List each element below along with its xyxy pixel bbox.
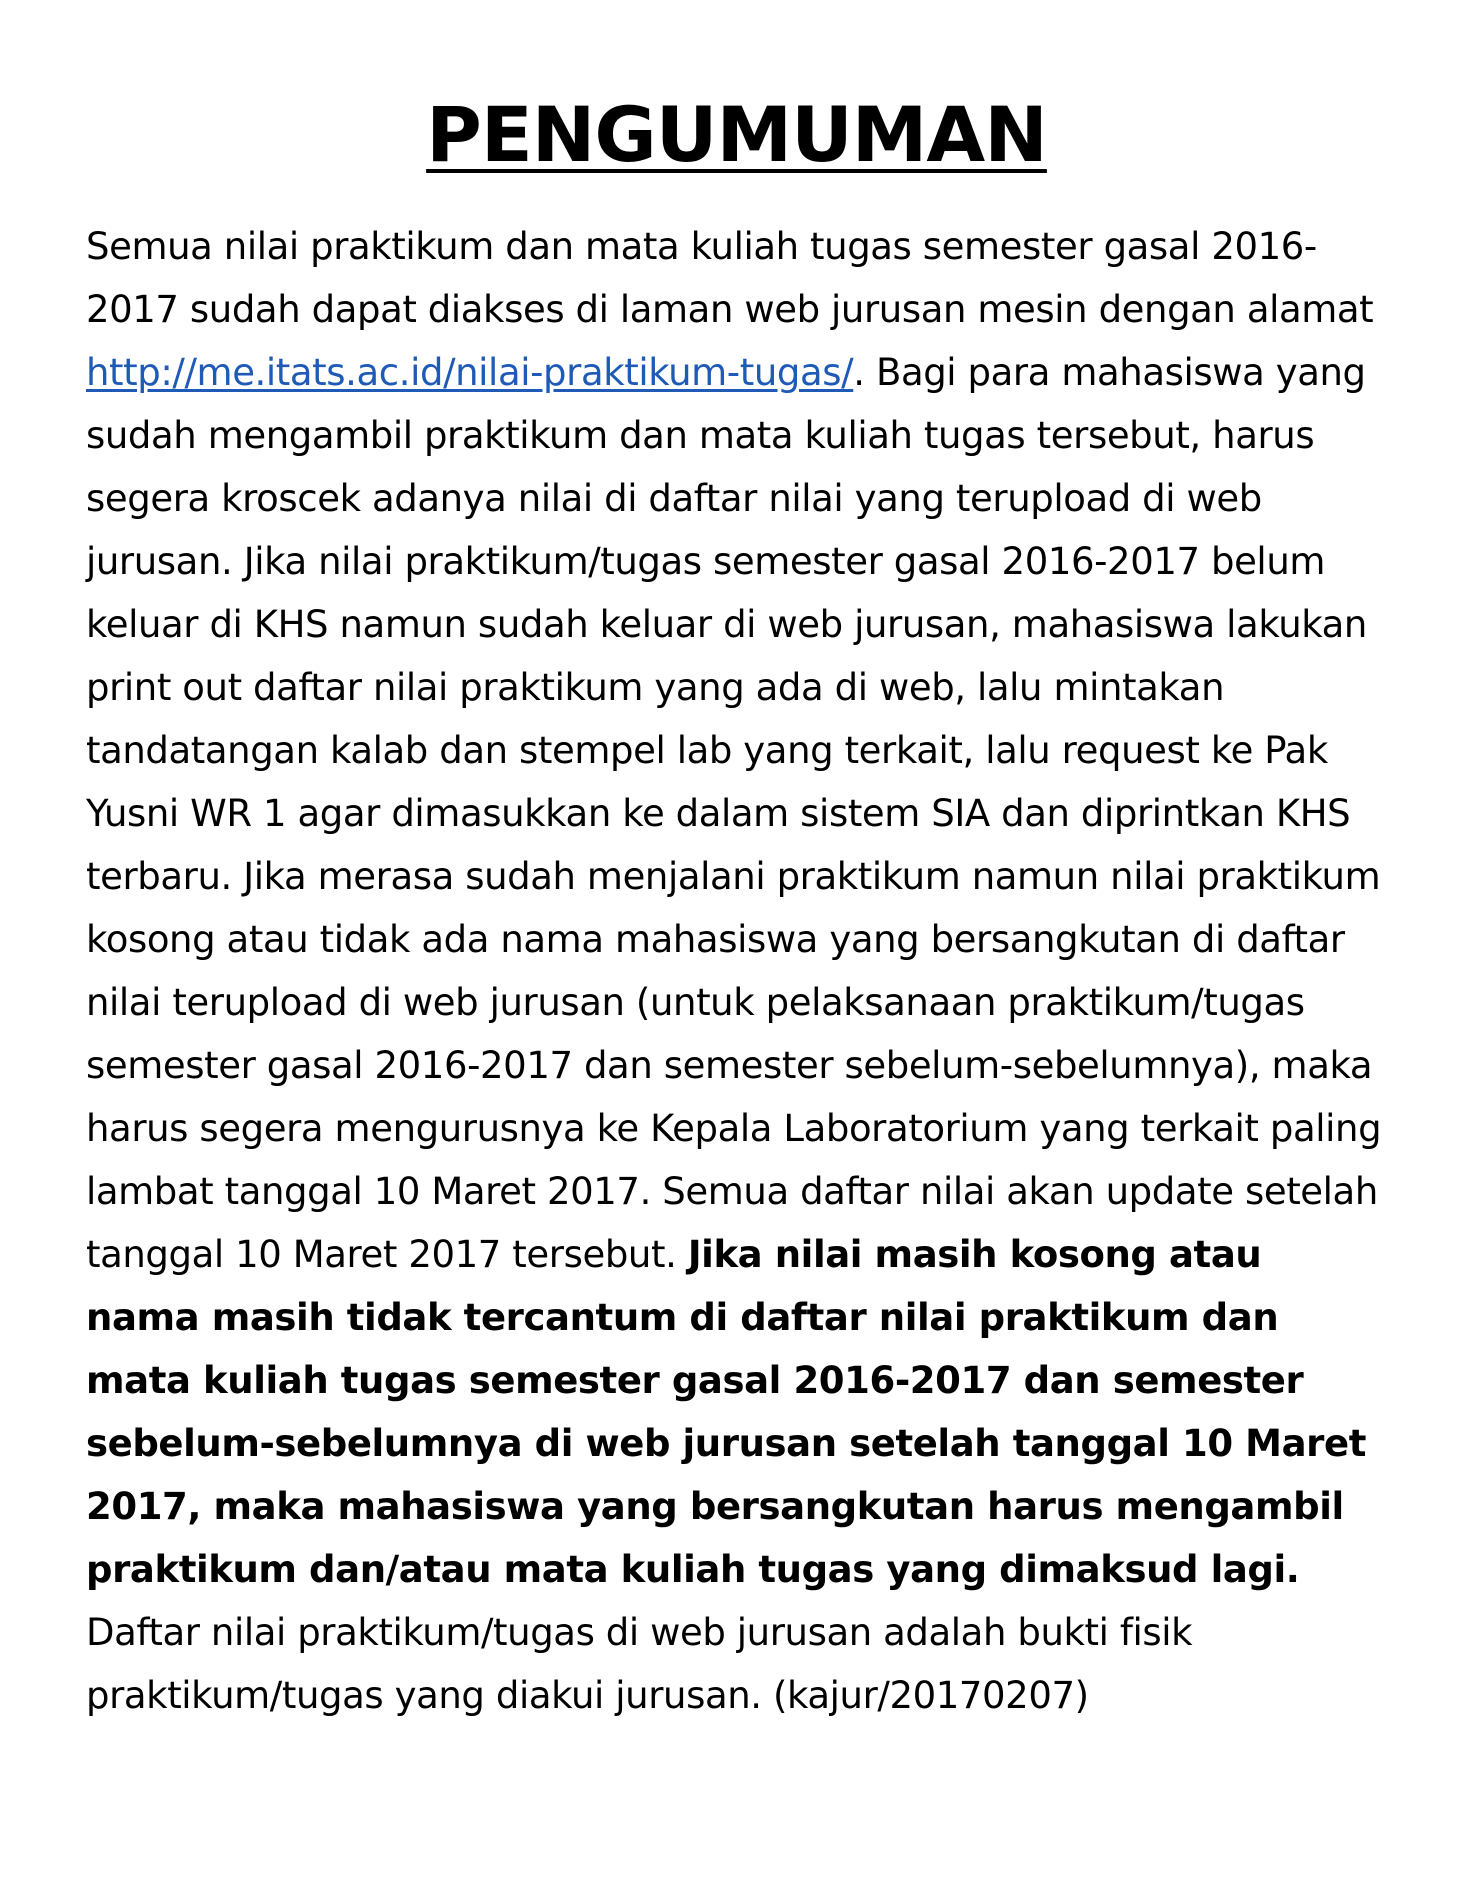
body-text-instructions: . Bagi para mahasiswa yang sudah mengambil praktikum dan mata kuliah tugas tersebut, harus segera kroscek adanya nilai di daftar nilai yang terupload di web jurusan. Jika nilai praktikum/tugas semester gasal 2016-2017 belum keluar di KHS namun sudah keluar di web jurusan, mahasiswa lakukan print out daftar nilai praktikum yang ada di web, lalu mintakan tandatangan kalab dan stempel lab yang terkait, lalu request ke Pak Yusni WR 1 agar dimasukkan ke dalam sistem SIA dan diprintkan KHS terbaru. Jika merasa sudah menjalani praktikum namun nilai praktikum kosong atau tidak ada nama mahasiswa yang bersangkutan di daftar nilai terupload di web jurusan (untuk pelaksanaan praktikum/tugas semester gasal 2016-2017 dan semester sebelum-sebelumnya), maka harus segera mengurusnya ke Kepala Laboratorium yang terkait paling lambat tanggal 10 Maret 2017. Semua daftar nilai akan update setelah tanggal 10 Maret 2017 tersebut. [86,350,1382,1276]
body-text-closing: Daftar nilai praktikum/tugas di web jurusan adalah bukti fisik praktikum/tugas yang diakui jurusan. (kajur/20170207) [86,1610,1193,1717]
title-wrapper [86,90,1387,179]
announcement-body [86,215,1387,1727]
page-title: PENGUMUMAN [426,90,1047,179]
body-text-intro: Semua nilai praktikum dan mata kuliah tugas semester gasal 2016-2017 sudah dapat diakses di laman web jurusan mesin dengan alamat [86,224,1374,331]
body-text-warning-bold: Jika nilai masih kosong atau nama masih tidak tercantum di daftar nilai praktikum dan mata kuliah tugas semester gasal 2016-2017 dan semester sebelum-sebelumnya di web jurusan setelah tanggal 10 Maret 2017, maka mahasiswa yang bersangkutan harus mengambil praktikum dan/atau mata kuliah tugas yang dimaksud lagi. [86,1232,1366,1591]
grades-page-link[interactable]: http://me.itats.ac.id/nilai-praktikum-tugas/ [86,350,854,394]
